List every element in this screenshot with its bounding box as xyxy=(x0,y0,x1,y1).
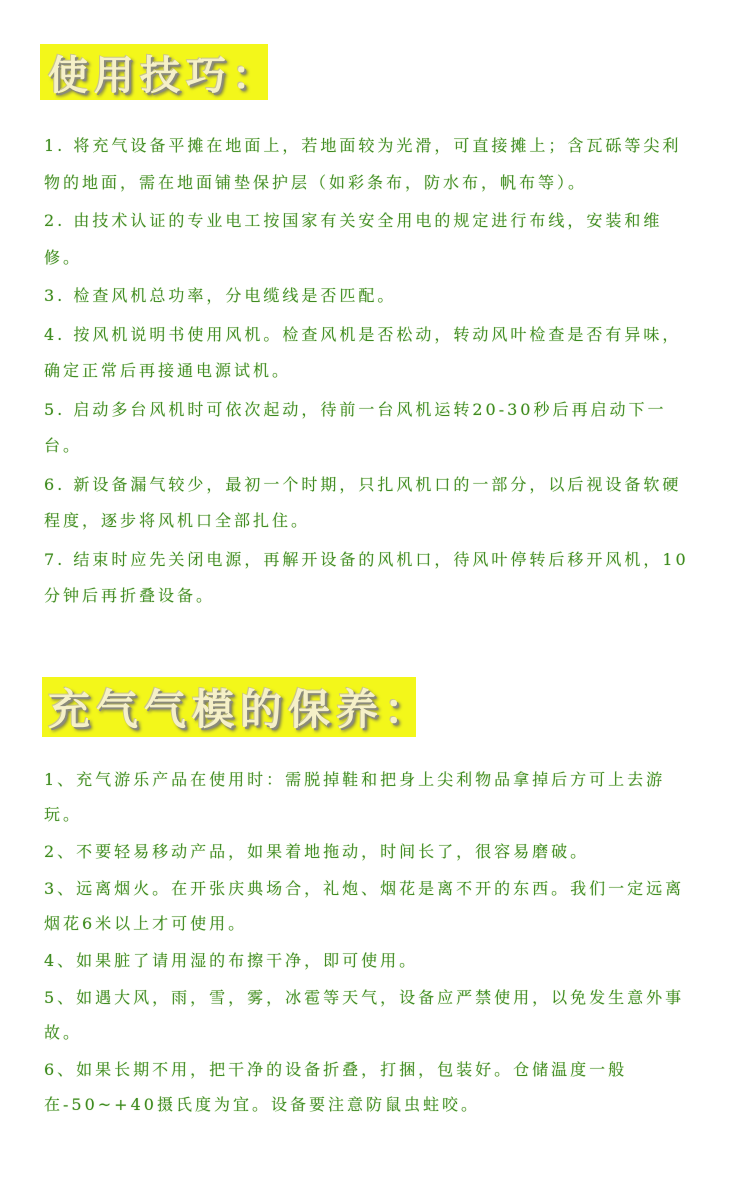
tips-heading: 使用技巧： xyxy=(40,44,268,100)
tips-item-4: 4. 按风机说明书使用风机。检查风机是否松动，转动风叶检查是否有异味，确定正常后再接通电源试机。 xyxy=(44,324,682,380)
maintenance-heading: 充气气模的保养： xyxy=(42,677,416,737)
maintenance-item-2: 2、不要轻易移动产品，如果着地拖动，时间长了，很容易磨破。 xyxy=(44,842,590,861)
tips-section xyxy=(44,128,694,617)
maintenance-item-4: 4、如果脏了请用湿的布擦干净，即可使用。 xyxy=(44,951,419,970)
maintenance-section xyxy=(44,762,694,1124)
tips-item-7: 7. 结束时应先关闭电源，再解开设备的风机口，待风叶停转后移开风机，10分钟后再折叠设备。 xyxy=(44,549,689,605)
maintenance-item-3: 3、远离烟火。在开张庆典场合，礼炮、烟花是离不开的东西。我们一定远离烟花6米以上才可使用。 xyxy=(44,879,685,933)
maintenance-item-6: 6、如果长期不用，把干净的设备折叠，打捆，包装好。仓储温度一般在-50~+40摄氏度为宜。设备要注意防鼠虫蛀咬。 xyxy=(44,1060,628,1114)
tips-item-2: 2. 由技术认证的专业电工按国家有关安全用电的规定进行布线，安装和维修。 xyxy=(44,211,663,267)
tips-item-5: 5. 启动多台风机时可依次起动，待前一台风机运转20-30秒后再启动下一台。 xyxy=(44,399,667,455)
maintenance-item-1: 1、充气游乐产品在使用时：需脱掉鞋和把身上尖利物品拿掉后方可上去游玩。 xyxy=(44,770,666,824)
maintenance-item-5: 5、如遇大风，雨，雪，雾，冰雹等天气，设备应严禁使用，以免发生意外事故。 xyxy=(44,988,685,1042)
tips-item-6: 6. 新设备漏气较少，最初一个时期，只扎风机口的一部分，以后视设备软硬程度，逐步将风机口全部扎住。 xyxy=(44,474,682,530)
tips-item-3: 3. 检查风机总功率，分电缆线是否匹配。 xyxy=(44,286,397,305)
tips-item-1: 1. 将充气设备平摊在地面上，若地面较为光滑，可直接摊上；含瓦砾等尖利物的地面，需在地面铺垫保护层（如彩条布，防水布，帆布等）。 xyxy=(44,136,682,192)
